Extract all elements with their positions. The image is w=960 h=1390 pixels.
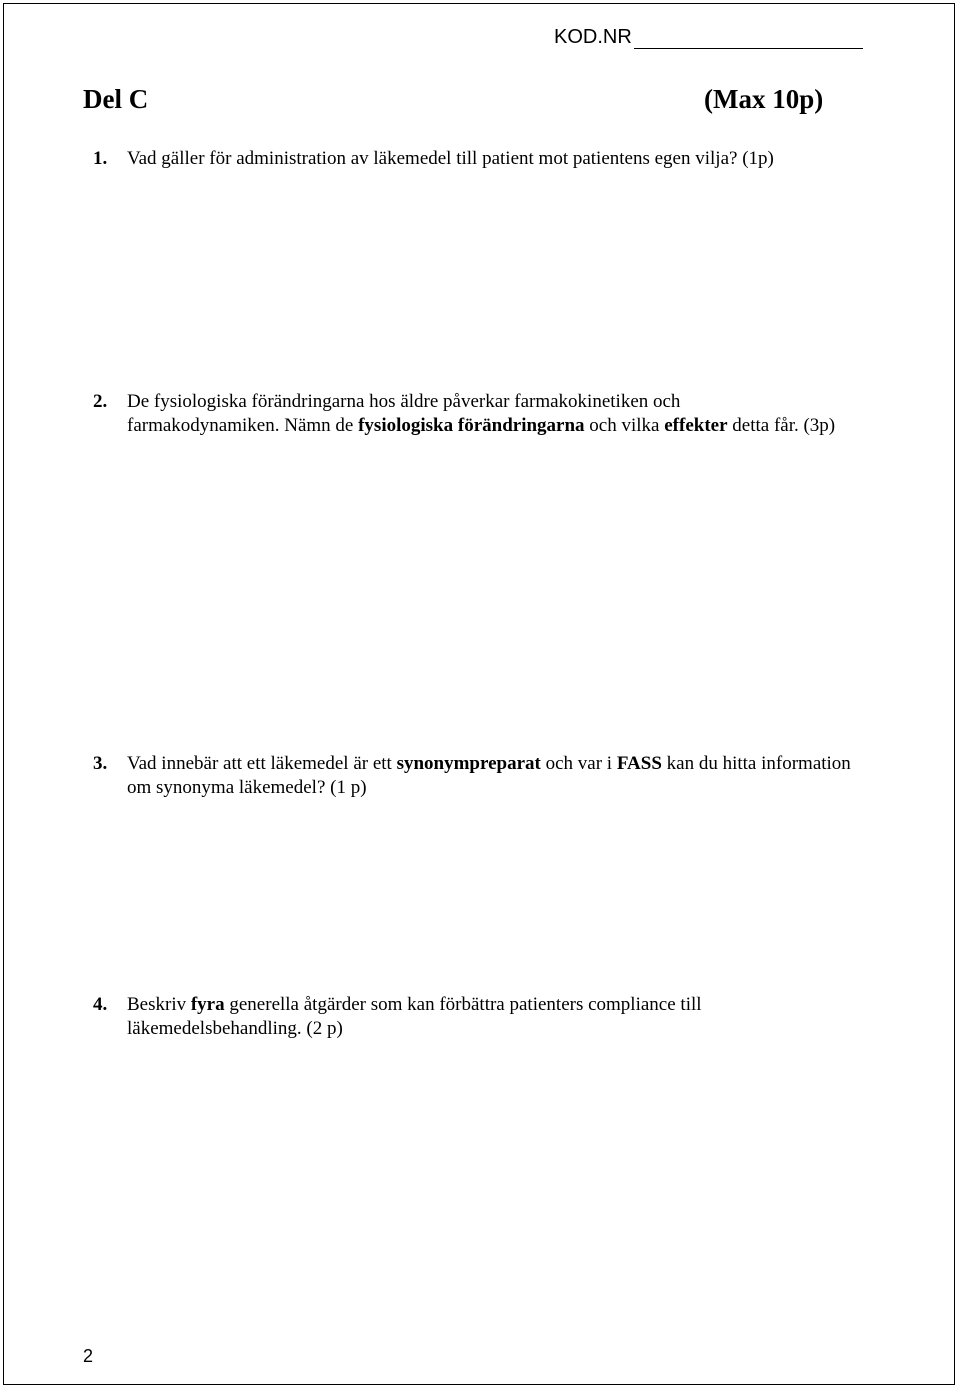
question-3-text — [127, 752, 867, 800]
question-3-text-part2: och var i — [540, 753, 617, 774]
question-4-number: 4. — [93, 994, 108, 1015]
question-2-number: 2. — [93, 391, 108, 412]
question-3-number: 3. — [93, 753, 108, 774]
question-3-bold2: FASS — [616, 753, 662, 774]
question-2-text — [127, 390, 837, 438]
question-2-text-part1: De fysiologiska förändringarna hos äldre påverkar farmakokinetiken och farmakodynamiken. Nämn de — [127, 391, 681, 436]
code-number-field-line[interactable] — [634, 48, 863, 49]
page-border — [3, 3, 955, 1385]
question-4-bold1: fyra — [190, 994, 225, 1015]
question-1-number: 1. — [93, 148, 108, 169]
code-number-label: KOD.NR — [554, 26, 632, 48]
page-number: 2 — [83, 1346, 94, 1366]
question-2-text-part2: och vilka — [584, 415, 665, 436]
question-4-text — [127, 993, 777, 1041]
question-2-bold2: effekter — [664, 415, 728, 436]
question-3-text-part1: Vad innebär att ett läkemedel är ett — [127, 753, 397, 774]
question-4-text-part1: Beskriv — [127, 994, 191, 1015]
max-points: (Max 10p) — [704, 84, 824, 114]
question-2-text-part3: detta får. (3p) — [727, 415, 836, 436]
question-3-bold1: synonympreparat — [396, 753, 541, 774]
section-title: Del C — [83, 84, 149, 114]
question-2-bold1: fysiologiska förändringarna — [358, 415, 585, 436]
question-4-text-part2: generella åtgärder som kan förbättra patienters compliance till läkemedelsbehandling. (2 p) — [127, 994, 702, 1039]
question-3-text-part3: kan du hitta information om synonyma läkemedel? (1 p) — [127, 753, 851, 798]
question-1-text: Vad gäller för administration av läkemedel till patient mot patientens egen vilja? (1p) — [127, 148, 774, 169]
